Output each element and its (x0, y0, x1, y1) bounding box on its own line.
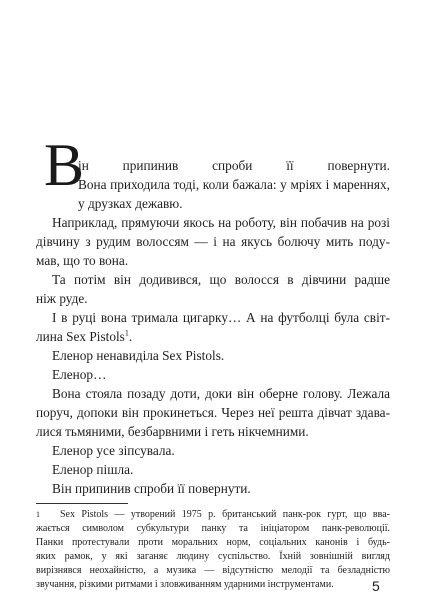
body-line-14: поруч, допоки він прокинеться. Через неї решта дівчат здава- (36, 405, 390, 420)
footnote-line-5: вирізнявся неохайністю, а музика — відсутністю мелодії та безладністю (36, 565, 390, 576)
body-line-6: мав, що то вона. (36, 253, 129, 268)
body-line-3: у друзках дежавю. (78, 196, 183, 211)
page-number: 5 (372, 578, 380, 594)
drop-cap: В (44, 132, 84, 198)
body-line-18: Він припинив спроби її повернути. (52, 481, 251, 496)
footnote-line-3: Панки протестували проти моральних норм, соціальних канонів і будь- (36, 537, 390, 548)
body-line-13: Вона стояла позаду доти, доки він оберне голову. Лежала (52, 386, 390, 401)
footnote-mark: 1 (36, 510, 40, 519)
body-line-5: дівчину з рудим волоссям — і на якусь болючу мить поду- (36, 234, 390, 249)
body-line-10: лина Sex Pistols$^1$. (36, 328, 133, 344)
footnote-line-6: звучання, різкими ритмами і зловживанням ударними інструментами. (36, 579, 334, 590)
body-line-11: Еленор ненавиділа Sex Pistols. (52, 348, 225, 363)
body-line-8: ніж руде. (36, 291, 88, 306)
body-line-16: Еленор усе зіпсувала. (52, 443, 175, 458)
body-line-4: Наприклад, прямуючи якось на роботу, він побачив на розі (52, 215, 390, 230)
footnote-anchor-text: лина Sex Pistols (36, 329, 125, 344)
body-line-1: ін припинив спроби її повернути. (78, 158, 390, 173)
footnote-divider (36, 503, 128, 504)
body-line-17: Еленор пішла. (52, 462, 134, 477)
body-line-7: Та потім він додивився, що волосся в дівчини радше (52, 272, 390, 287)
body-line-15: лися тьмяними, безбарвними і геть нікчемними. (36, 424, 309, 439)
footnote-line-2: жається символом субкультури панку та ініціатором панк-революції. (36, 523, 390, 534)
footnote-line-4: яких рамок, у які заганяє людину суспільство. Їхній зовнішній вигляд (36, 551, 390, 562)
body-line-12: Еленор… (52, 367, 107, 382)
body-line-2: Вона приходила тоді, коли бажала: у мріях і мареннях, (78, 177, 390, 192)
footnote-line-1: Sex Pistols — утворений 1975 р. британський панк-рок гурт, що вва- (60, 509, 390, 520)
footnote-ref: 1 (124, 328, 129, 338)
body-line-9: І в руці вона тримала цигарку… А на футболці була світ- (52, 310, 390, 325)
